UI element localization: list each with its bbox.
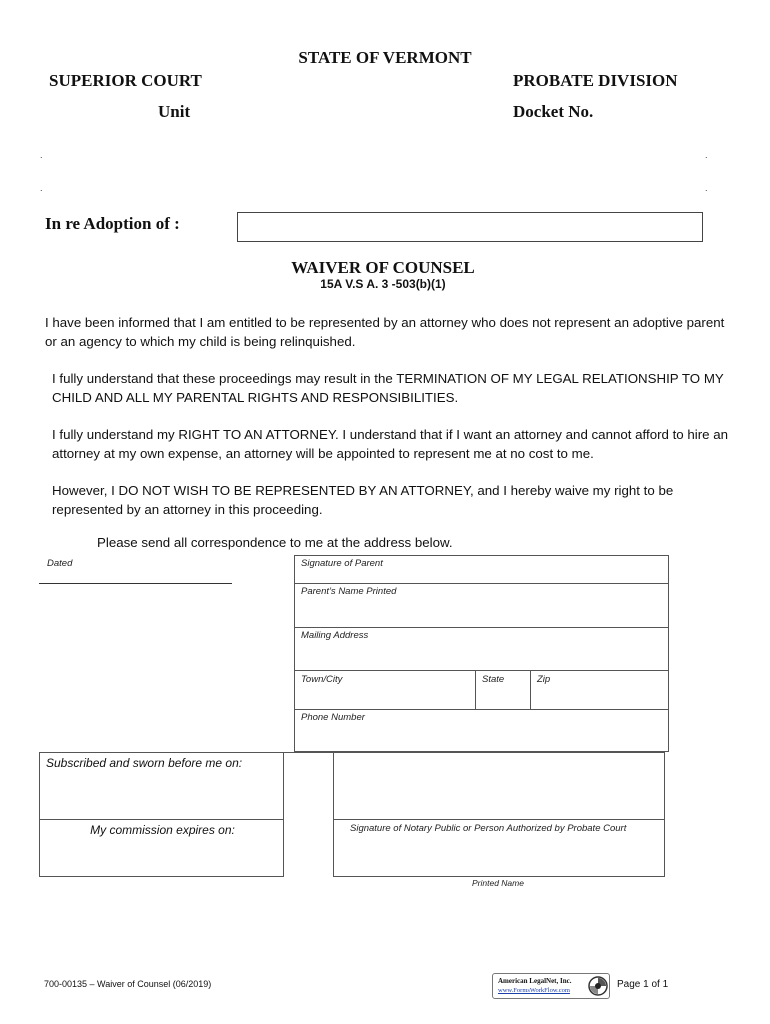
mailing-address-field[interactable] xyxy=(294,627,669,671)
signature-parent-label: Signature of Parent xyxy=(301,558,383,569)
publisher-logo-icon xyxy=(588,976,608,1001)
printed-name-label: Printed Name xyxy=(472,878,524,888)
town-city-label: Town/City xyxy=(301,674,343,685)
docket-label: Docket No. xyxy=(513,102,594,121)
in-re-label: In re Adoption of : xyxy=(45,214,180,233)
dated-label: Dated xyxy=(47,558,73,569)
publisher-link[interactable]: www.FormsWorkFlow.com xyxy=(498,987,570,994)
state-label: State xyxy=(482,674,505,685)
parent-name-field[interactable] xyxy=(294,583,669,628)
statute-reference: 15A V.S A. 3 -503(b)(1) xyxy=(320,277,446,291)
state-heading: STATE OF VERMONT xyxy=(298,48,472,67)
state-field[interactable] xyxy=(475,670,531,710)
parent-name-label: Parent’s Name Printed xyxy=(301,586,397,597)
phone-field[interactable] xyxy=(294,709,669,752)
form-title: WAIVER OF COUNSEL xyxy=(291,258,475,277)
publisher-badge[interactable] xyxy=(492,973,610,999)
unit-label: Unit xyxy=(158,102,191,121)
division-name: PROBATE DIVISION xyxy=(513,71,678,90)
dated-line[interactable] xyxy=(39,583,232,584)
commission-field[interactable] xyxy=(39,819,284,877)
notary-signature-label: Signature of Notary Public or Person Authorized by Probate Court xyxy=(350,823,627,834)
paragraph-informed: I have been informed that I am entitled to be represented by an attorney who does not represent an adoptive parent or an agency to which my child is being relinquished. xyxy=(45,315,725,349)
paragraph-termination: I fully understand that these proceedings may result in the TERMINATION OF MY LEGAL RELATIONSHIP TO MY CHILD AND ALL MY PARENTAL RIGHTS AND RESPONSIBILITIES. xyxy=(52,371,724,405)
paragraph-right-to-attorney: I fully understand my RIGHT TO AN ATTORNEY. I understand that if I want an attorney and cannot afford to hire an attorney at my own expense, an attorney will be appointed to represent me at no cost to me. xyxy=(52,427,729,461)
subscribed-label: Subscribed and sworn before me on: xyxy=(46,756,243,770)
notary-printed-name-field[interactable] xyxy=(333,819,665,877)
notary-signature-field[interactable] xyxy=(333,752,665,820)
commission-label: My commission expires on: xyxy=(90,823,235,837)
form-id: 700-00135 – Waiver of Counsel (06/2019) xyxy=(44,979,212,989)
court-name: SUPERIOR COURT xyxy=(49,71,202,90)
subscribed-field[interactable] xyxy=(39,752,284,820)
zip-label: Zip xyxy=(537,674,551,685)
mailing-address-label: Mailing Address xyxy=(301,630,369,641)
in-re-field[interactable] xyxy=(237,212,703,242)
dot-mark: . xyxy=(40,183,43,193)
seal-area xyxy=(283,752,334,819)
correspondence-note: Please send all correspondence to me at the address below. xyxy=(97,535,453,550)
dot-mark: . xyxy=(705,150,708,160)
signature-parent-field[interactable] xyxy=(294,555,669,584)
page-number: Page 1 of 1 xyxy=(617,979,669,990)
dot-mark: . xyxy=(705,183,708,193)
publisher-name: American LegalNet, Inc. xyxy=(498,977,572,985)
dot-mark: . xyxy=(40,150,43,160)
phone-label: Phone Number xyxy=(301,712,365,723)
zip-field[interactable] xyxy=(530,670,669,710)
town-city-field[interactable] xyxy=(294,670,476,710)
paragraph-waiver: However, I DO NOT WISH TO BE REPRESENTED BY AN ATTORNEY, and I hereby waive my right to be represented by an attorney in this proceeding. xyxy=(52,483,674,517)
